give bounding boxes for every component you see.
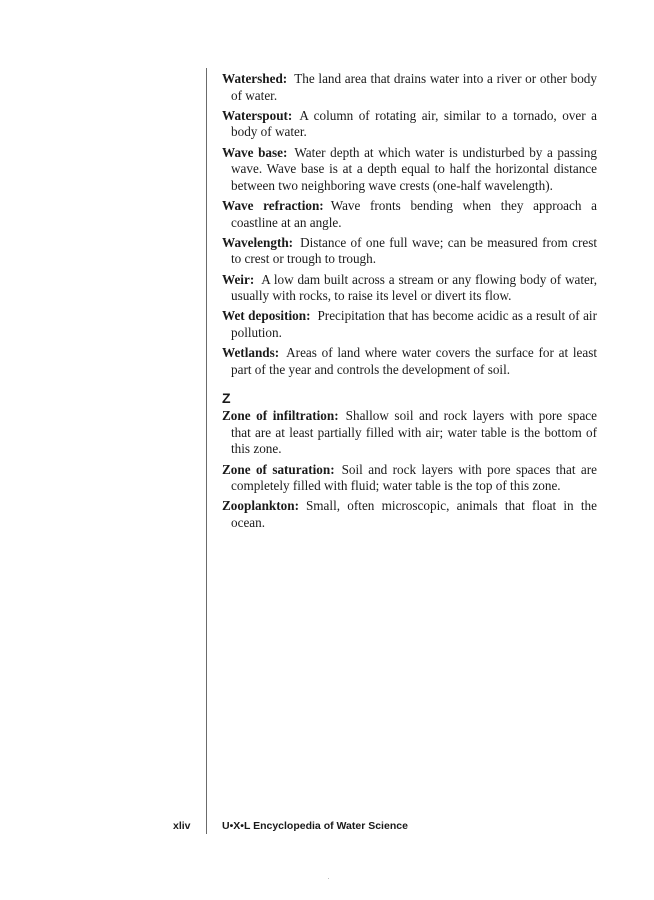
glossary-entry (222, 71, 597, 104)
glossary-term: Zone of infiltration: (222, 408, 339, 424)
glossary-entry (222, 108, 597, 141)
glossary-definition: Areas of land where water covers the surface for at least part of the year and controls the development of soil. (231, 345, 597, 377)
section-letter-heading: Z (222, 390, 231, 407)
glossary-term: Wetlands: (222, 345, 280, 361)
glossary-entry (222, 462, 597, 495)
glossary-term: Zooplankton: (222, 498, 299, 514)
glossary-term: Wavelength: (222, 234, 294, 250)
margin-rule (206, 68, 207, 834)
glossary-entry (222, 272, 597, 305)
glossary-definition: Soil and rock layers with pore spaces that are completely filled with fluid; water table is the top of this zone. (231, 461, 597, 494)
glossary-definition: Distance of one full wave; can be measured from crest to crest or trough to trough. (231, 234, 597, 267)
glossary-entry (222, 408, 597, 458)
glossary-term: Waterspout: (222, 107, 293, 123)
glossary-definition: A column of rotating air, similar to a tornado, over a body of water. (231, 107, 597, 140)
glossary-term: Weir: (222, 271, 255, 287)
glossary-definition: A low dam built across a stream or any flowing body of water, usually with rocks, to raise its level or divert its flow. (231, 271, 597, 304)
glossary-definition: The land area that drains water into a river or other body of water. (231, 71, 597, 103)
glossary-entry (222, 198, 597, 231)
glossary-definition: Water depth at which water is undisturbed by a passing wave. Wave base is at a depth equal to half the horizontal distance between two neighboring wave crests (one-half wavelength). (231, 144, 597, 193)
page-number: xliv (173, 820, 191, 832)
glossary-entry (222, 345, 597, 378)
glossary-term: Wave base: (222, 144, 288, 160)
glossary-content (222, 71, 597, 535)
glossary-term: Watershed: (222, 71, 288, 86)
glossary-definition: Shallow soil and rock layers with pore space that are at least partially filled with air; water table is the bottom of this zone. (231, 408, 598, 457)
glossary-entry (222, 235, 597, 268)
glossary-term: Wet deposition: (222, 308, 311, 324)
glossary-definition: Small, often microscopic, animals that float in the ocean. (231, 498, 597, 530)
scan-speck (328, 878, 329, 879)
glossary-definition: Precipitation that has become acidic as a result of air pollution. (231, 308, 597, 340)
glossary-definition: Wave fronts bending when they approach a coastline at an angle. (231, 197, 597, 230)
glossary-term: Zone of saturation: (222, 461, 335, 477)
glossary-term: Wave refraction: (222, 197, 324, 213)
running-footer-title: U•X•L Encyclopedia of Water Science (222, 820, 408, 832)
glossary-entry (222, 308, 597, 341)
glossary-entry (222, 498, 597, 531)
glossary-entry (222, 145, 597, 195)
